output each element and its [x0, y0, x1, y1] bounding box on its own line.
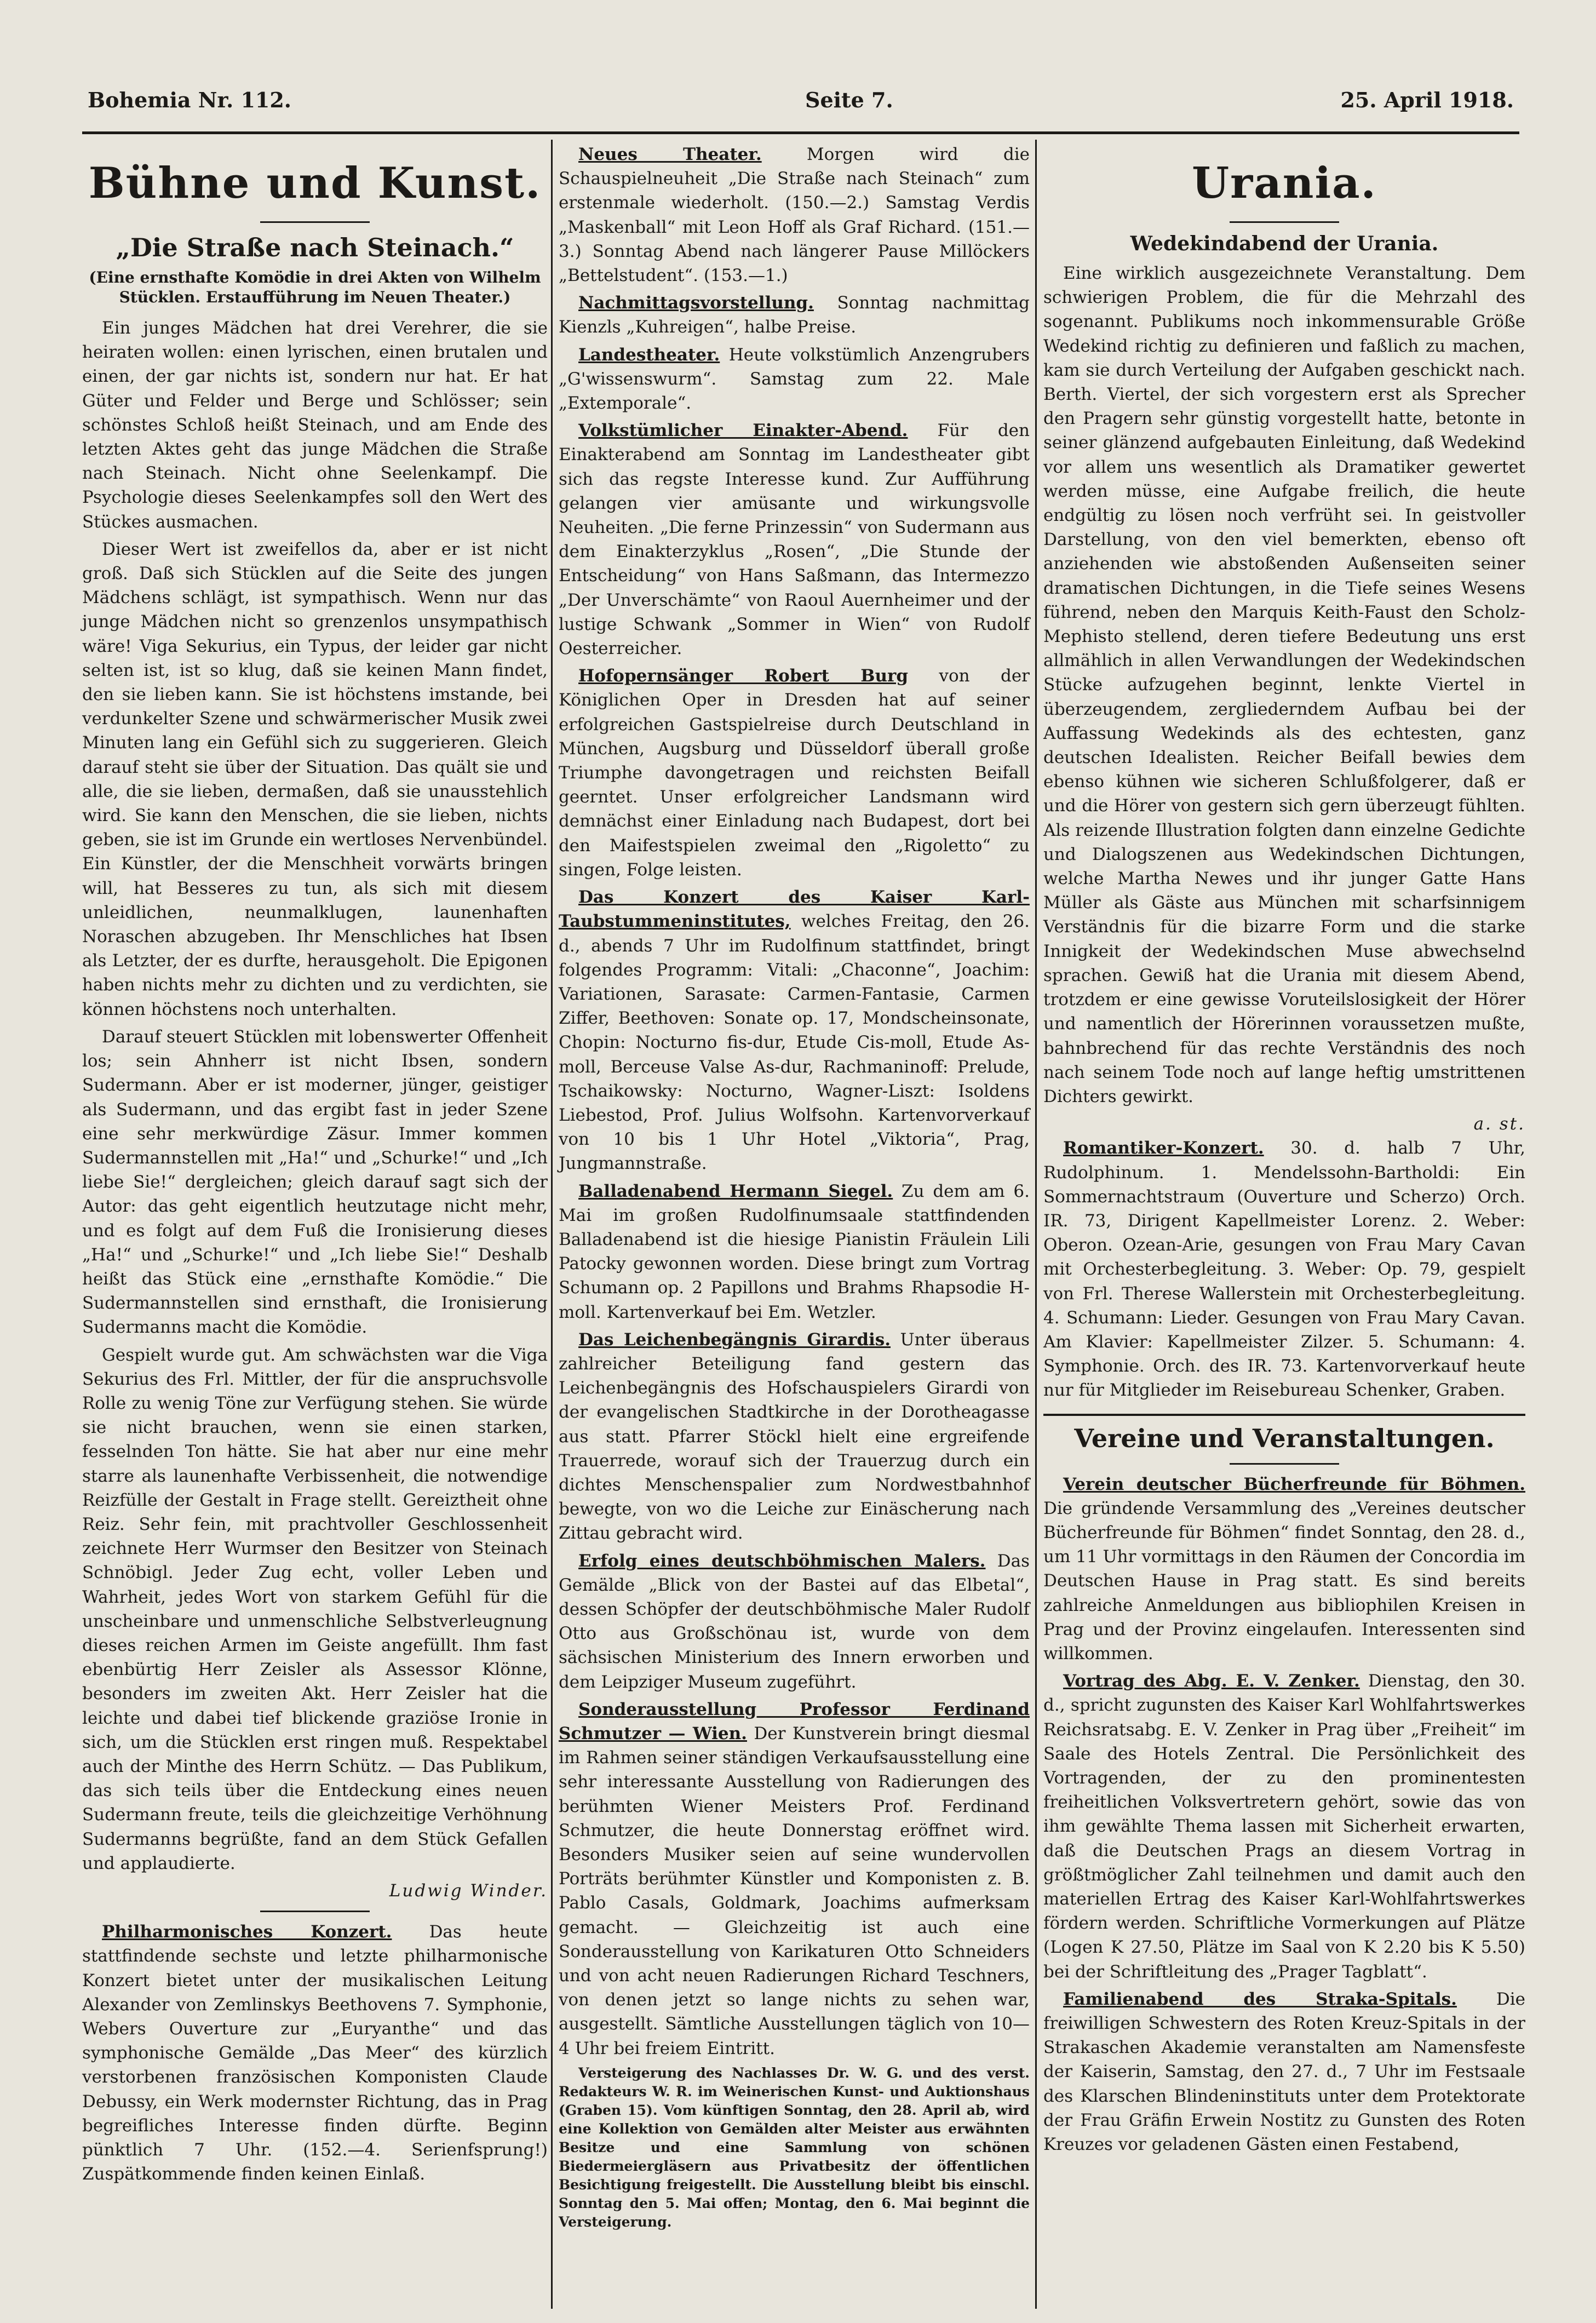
- column-divider: [1035, 140, 1037, 2309]
- paragraph-lead: Vortrag des Abg. E. V. Zenker.: [1063, 1671, 1360, 1691]
- paragraph: [1043, 1669, 1525, 1984]
- paragraph: [1043, 1136, 1525, 1402]
- paragraph-body: Unter überaus zahlreicher Beteiligung fand gestern das Leichenbegängnis des Hofschauspielers Girardi von der evangelischen Stadtkirche in der Dorotheagasse aus statt. Pfarrer Stöckl hielt eine ergreifende Trauerrede, worauf sich der Trauerzug durch ein dichtes Menschenspalier zum Nordwestbahnhof bewegte, von wo die Leiche zur Einäscherung nach Zittau gebracht wird.: [559, 1329, 1030, 1544]
- section-title: Bühne und Kunst.: [88, 158, 542, 208]
- paragraph: Eine wirklich ausgezeichnete Veranstaltung. Dem schwierigen Problem, die für die Mehrzahl des sogenannt. Publikums noch inkommensurable Größe Wedekind richtig zu definieren und faßlich zu machen, kam sie durch Verteilung der Aufgaben geschickt nach. Berth. Viertel, der sich vorgestern erst als Sprecher den Pragern sehr günstig vorgestellt hatte, betonte in seiner glänzend aufgebauten Einleitung, daß Wedekind vor allem uns wesentlich als Dramatiker gewertet werden müsse, eine Aufgabe freilich, die heute endgültig zu lösen noch verfrüht sei. In geistvoller Darstellung, von den viel bemerkten, ebenso oft anziehenden wie abstoßenden Außenseiten seiner dramatischen Dichtungen, in die Tiefe seines Wesens führend, neben den Marquis Keith-Faust den Scholz-Mephisto stellend, deren tiefere Bedeutung uns erst allmählich in allen Verwandlungen der Wedekindschen Stücke aufzugehen beginnt, lenkte Viertel in überzeugendem, zergliederndem Aufbau bei der Auffassung Wedekinds als des echtesten, ganz deutschen Idealisten. Reicher Beifall bewies dem ebenso kühnen wie sicheren Schlußfolgerer, daß er und die Hörer von gestern sich gern überzeugt fühlten. Als reizende Illustration folgten dann einzelne Gedichte und Dialogszenen aus Wedekindschen Dichtungen, welche Martha Newes und ihr junger Gatte Hans Müller als Gäste aus München mit scharfsinnigem Verständnis für die bizarre Form und die starke Innigkeit der Wedekindschen Muse abwechselnd sprachen. Gewiß hat die Urania mit diesem Abend, trotzdem er eine gewisse Voruteilslosigkeit der Hörer und namentlich der Hörerinnen voraussetzen mußte, bahnbrechend für das rechte Verständnis des noch nach seinem Tode noch auf lange heftig umstrittenen Dichters gewirkt.: [1043, 263, 1525, 1106]
- paragraph-lead: Philharmonisches Konzert.: [102, 1922, 392, 1942]
- section-title: Vereine und Veranstaltungen.: [1074, 1423, 1495, 1453]
- paragraph-body: Der Kunstverein bringt diesmal im Rahmen seiner ständigen Verkaufsausstellung eine sehr interessante Ausstellung von Radierungen des berühmten Wiener Meisters Prof. Ferdinand Schmutzer, die heute Donnerstag eröffnet wird. Besonders Musiker seien auf seine wundervollen Porträts berühmter Künstler und Komponisten z. B. Pablo Casals, Goldmark, Joachims aufmerksam gemacht. — Gleichzeitig ist auch eine Sonderausstellung von Karikaturen Otto Schneiders und von acht neuen Radierungen Richard Teschners, von denen jetzt so lange nichts zu sehen war, ausgestellt. Sämtliche Ausstellungen täglich von 10—4 Uhr bei freiem Eintritt.: [559, 1724, 1030, 2058]
- paragraph: [559, 1549, 1030, 1694]
- paragraph-body: 30. d. halb 7 Uhr, Rudolphinum. 1. Mendelssohn-Bartholdi: Ein Sommernachtstraum (Ouverture und Scherzo) Orch. IR. 73, Dirigent Kapellmeister Lorenz. 2. Weber: Oberon. Ozean-Arie, gesungen von Frau Mary Cavan mit Orchesterbegleitung. 3. Weber: Op. 79, gespielt von Frl. Therese Wallerstein mit Orchesterbegleitung. 4. Schumann: Lieder. Gesungen von Frau Mary Cavan. Am Klavier: Kapellmeister Zilzer. 5. Schumann: 4. Symphonie. Orch. des IR. 73. Kartenvorverkauf heute nur für Mitglieder im Reisebureau Schenker, Graben.: [1043, 1138, 1525, 1401]
- article-rule: [260, 1911, 370, 1912]
- header-rule: [82, 131, 1519, 134]
- paragraph-body: Die freiwilligen Schwestern des Roten Kreuz-Spitals in der Strakaschen Akademie veranstalten am Namensfeste der Kaiserin, Samstag, den 27. d., 7 Uhr im Festsaale des Klarschen Blindeninstituts unter dem Protektorate der Frau Gräfin Erwein Nostitz zu Gunsten des Roten Kreuzes vor geladenen Gästen einen Festabend,: [1043, 1989, 1525, 2155]
- paragraph-lead: Landestheater.: [578, 345, 720, 365]
- title-rule: [1230, 221, 1339, 223]
- paragraph-body: welches Freitag, den 26. d., abends 7 Uhr im Rudolfinum stattfindet, bringt folgendes Programm: Vitali: „Chaconne“, Joachim: Variationen, Sarasate: Carmen-Fantasie, Carmen Ziffer, Beethoven: Sonate op. 17, Mondscheinsonate, Chopin: Nocturno fis-dur, Etude Cis-moll, Etude As-moll, Berceuse Valse As-dur, Rachmaninoff: Prelude, Tschaikowsky: Nocturno, Wagner-Liszt: Isoldens Liebestod, Prof. Julius Wolfsohn. Kartenvorverkauf von 10 bis 1 Uhr Hotel „Viktoria“, Prag, Jungmannstraße.: [559, 911, 1030, 1174]
- section-title: Urania.: [1192, 158, 1377, 208]
- paragraph: [559, 142, 1030, 288]
- article-title: Wedekindabend der Urania.: [1130, 232, 1439, 255]
- paragraph-body: Heute volkstümlich Anzengrubers „G'wissenswurm“. Samstag zum 22. Male „Extemporale“.: [559, 345, 1030, 414]
- section-rule: [1043, 1414, 1525, 1416]
- paragraph-lead: Nachmittagsvorstellung.: [578, 293, 814, 313]
- paragraph: [559, 1179, 1030, 1324]
- article-subtitle: (Eine ernsthafte Komödie in drei Akten von Wilhelm Stücklen. Erstaufführung im Neuen Theater.): [89, 268, 541, 306]
- paragraph: [559, 418, 1030, 661]
- header-date: 25. April 1918.: [1340, 88, 1514, 112]
- paragraph-body: Für den Einakterabend am Sonntag im Landestheater gibt sich das regste Interesse kund. Zur Aufführung gelangen vier amüsante und wirkungsvolle Neuheiten. „Die ferne Prinzessin“ von Sudermann aus dem Einakterzyklus „Rosen“, „Die Stunde der Entscheidung“ von Hans Saßmann, das Intermezzo „Der Unverschämte“ von Raoul Auernheimer und der lustige Schwank „Sommer in Wien“ von Rudolf Oesterreicher.: [559, 421, 1030, 659]
- running-header: [82, 82, 1519, 121]
- paragraph-lead: Das Leichenbegängnis Girardis.: [578, 1329, 891, 1350]
- column-3: [1043, 142, 1525, 2160]
- paragraph-body: Die gründende Versammlung des „Vereines deutscher Bücherfreunde für Böhmen“ findet Sonntag, den 28. d., um 11 Uhr vormittags in den Räumen der Concordia im Deutschen Hause in Prag statt. Es sind bereits zahlreiche Anmeldungen aus bibliophilen Kreisen in Prag und der Provinz eingelaufen. Interessenten sind willkommen.: [1043, 1498, 1525, 1664]
- paragraph: Darauf steuert Stücklen mit lobenswerter Offenheit los; sein Ahnherr ist nicht Ibsen, sondern Sudermann. Aber er ist moderner, jünger, geistiger als Sudermann, und das ergibt fast in jeder Szene eine sehr merkwürdige Zäsur. Immer kommen Sudermannstellen mit „Ha!“ und „Schurke!“ und „Ich liebe Sie!“ dergleichen; gleich darauf sagt sich der Autor: das geht eigentlich heutzutage nicht mehr, und es folgt auf dem Fuß die Ironisierung dieses „Ha!“ und „Schurke!“ und „Ich liebe Sie!“ Deshalb heißt das Stück eine „ernsthafte Komödie.“ Die Sudermannstellen sind ernsthaft, die Ironisierung Sudermanns macht die Komödie.: [82, 1026, 548, 1338]
- paragraph: Ein junges Mädchen hat drei Verehrer, die sie heiraten wollen: einen lyrischen, einen brutalen und einen, der gar nichts ist, sondern nur hat. Er hat Güter und Felder und Berge und Schlösser; sein schönstes Schloß heißt Steinach, und am Ende des letzten Aktes geht das junge Mädchen die Straße nach Steinach. Nicht ohne Seelenkampf. Die Psychologie dieses Seelenkampfes soll den Wert des Stückes ausmachen.: [82, 318, 548, 532]
- paragraph-lead: Balladenabend Hermann Siegel.: [578, 1181, 893, 1201]
- paragraph-body: Sonntag nachmittag Kienzls „Kuhreigen“, halbe Preise.: [559, 293, 1030, 337]
- paragraph-lead: Verein deutscher Bücherfreunde für Böhmen.: [1063, 1474, 1525, 1494]
- paragraph: [1043, 1472, 1525, 1666]
- column-1: [82, 142, 548, 2189]
- article-signature: Ludwig Winder.: [389, 1881, 548, 1901]
- paragraph-lead: Familienabend des Straka-Spitals.: [1063, 1989, 1457, 2009]
- title-rule: [1230, 1463, 1339, 1465]
- column-2: [559, 142, 1030, 2235]
- paragraph-lead: Volkstümlicher Einakter-Abend.: [578, 421, 908, 441]
- paragraph-body: Zu dem am 6. Mai im großen Rudolfinumsaale stattfindenden Balladenabend ist die hiesige Pianistin Fräulein Lili Patocky gewonnen worden. Diese bringt zum Vortrag Schumann op. 2 Papillons und Brahms Rhapsodie H-moll. Kartenverkauf bei Em. Wetzler.: [559, 1181, 1030, 1322]
- header-issue: Bohemia Nr. 112.: [88, 88, 292, 112]
- article-title: „Die Straße nach Steinach.“: [116, 233, 514, 262]
- paragraph-lead: Das Konzert des Kaiser Karl-Taubstummeninstitutes,: [559, 887, 1030, 932]
- paragraph-body: von der Königlichen Oper in Dresden hat auf seiner erfolgreichen Gastspielreise durch Deutschland in München, Augsburg und Düsseldorf überall große Triumphe davongetragen und reichsten Beifall geerntet. Unser erfolgreicher Landsmann wird demnächst einer Einladung nach Budapest, dort bei den Maifestspielen zweimal den „Rigoletto“ zu singen, Folge leisten.: [559, 666, 1030, 880]
- paragraph-lead: Hofopernsänger Robert Burg: [578, 666, 909, 686]
- paragraph-lead: Neues Theater.: [578, 145, 762, 164]
- paragraph-body: Morgen wird die Schauspielneuheit „Die Straße nach Steinach“ zum erstenmale wiederholt. (150.—2.) Samstag Verdis „Maskenball“ mit Leon Hoff als Graf Richard. (151.—3.) Sonntag Abend nach längerer Pause Millöckers „Bettelstudent“. (153.—1.): [559, 145, 1030, 286]
- paragraph-small: Versteigerung des Nachlasses Dr. W. G. und des verst. Redakteurs W. R. im Weinerischen Kunst- und Auktionshaus (Graben 15). Vom künftigen Sonntag, den 28. April ab, wird eine Kollektion von Gemälden alter Meister aus erwähnten Besitze und eine Sammlung von schönen Biedermeiergläsern aus Privatbesitz der öffentlichen Besichtigung freigestellt. Die Ausstellung bleibt bis einschl. Sonntag den 5. Mai offen; Montag, den 6. Mai beginnt die Versteigerung.: [559, 2064, 1030, 2230]
- paragraph: [559, 664, 1030, 882]
- paragraph-body: Das Gemälde „Blick von der Bastei auf das Elbetal“, dessen Schöpfer der deutschböhmische Maler Rudolf Otto aus Großschönau ist, wurde von dem sächsischen Ministerium des Innern erworben und dem Leipziger Museum zugeführt.: [559, 1551, 1030, 1692]
- title-rule: [260, 221, 370, 223]
- paragraph: [559, 1328, 1030, 1546]
- paragraph: [82, 1920, 548, 2186]
- paragraph: [559, 1697, 1030, 2061]
- paragraph: [559, 343, 1030, 416]
- paragraph: Gespielt wurde gut. Am schwächsten war die Viga Sekurius des Frl. Mittler, der für die anspruchsvolle Rolle zu wenig Töne zur Verfügung stehen. Sie würde sie nicht brauchen, wenn sie einen starken, fesselnden Ton hätte. Sie hat aber nur eine mehr starre als launenhafte Verbissenheit, die notwendige Reizfülle der Gestalt in Frage stellt. Gereiztheit ohne Reiz. Sehr fein, mit prachtvoller Geschlossenheit zeichnete Herr Wurmser den Besitzer von Steinach Schnöbigl. Jeder Zug echt, voller Leben und Wahrheit, jedes Wort von starkem Gefühl für die unscheinbare und unmenschliche Selbstverleugnung dieses reichen Armen im Geiste angefüllt. Ihm fast ebenbürtig Herr Zeisler als Assessor Klönne, besonders im zweiten Akt. Herr Zeisler hat die leichte und dabei tief blickende graziöse Ironie in sich, um die Stücklen erst ringen muß. Respektabel auch der Minthe des Herrn Schütz. — Das Publikum, das sich teils über die Entdeckung eines neuen Sudermann freute, teils die gleichzeitige Verhöhnung Sudermanns begrüßte, fand an dem Stück Gefallen und applaudierte.: [82, 1345, 548, 1873]
- column-divider: [551, 140, 553, 2309]
- paragraph-lead: Erfolg eines deutschböhmischen Malers.: [578, 1551, 986, 1571]
- paragraph-lead: Romantiker-Konzert.: [1063, 1138, 1264, 1158]
- paragraph-lead: Sonderausstellung Professor Ferdinand Schmutzer — Wien.: [559, 1699, 1030, 1743]
- paragraph: [559, 885, 1030, 1175]
- paragraph-body: Das heute stattfindende sechste und letzte philharmonische Konzert bietet unter der musikalischen Leitung Alexander von Zemlinskys Beethovens 7. Symphonie, Webers Ouverture zur „Euryanthe“ und das symphonische Gemälde „Das Meer“ des kürzlich verstorbenen französischen Komponisten Claude Debussy, ein Werk modernster Richtung, das in Prag begreifliches Interesse finden dürfte. Beginn pünktlich 7 Uhr. (152.—4. Serienfsprung!) Zuspätkommende finden keinen Einlaß.: [82, 1922, 548, 2184]
- article-signature: a. st.: [1473, 1114, 1525, 1134]
- paragraph-body: Dienstag, den 30. d., spricht zugunsten des Kaiser Karl Wohlfahrtswerkes Reichsratsabg. E. V. Zenker in Prag über „Freiheit“ im Saale des Hotels Zentral. Die Persönlichkeit des Vortragenden, der zu den prominentesten freiheitlichen Volksvertretern gehört, sowie das von ihm gewählte Thema lassen mit Sicherheit erwarten, daß die Deutschen Prags an diesem Vortrag in größtmöglicher Zahl teilnehmen und damit auch den materiellen Ertrag des Kaiser Karl-Wohlfahrtswerkes fördern werden. Schriftliche Vormerkungen auf Plätze (Logen K 27.50, Plätze im Saal von K 2.20 bis K 5.50) bei der Schriftleitung des „Prager Tagblatt“.: [1043, 1671, 1525, 1982]
- paragraph: Dieser Wert ist zweifellos da, aber er ist nicht groß. Daß sich Stücklen auf die Seite des jungen Mädchens schlägt, ist sympathisch. Wenn nur das junge Mädchen nicht so grenzenlos unsympathisch wäre! Viga Sekurius, ein Typus, der leider gar nicht selten ist, ist so klug, daß sie keinen Mann findet, den sie lieben kann. Sie ist höchstens imstande, bei verdunkelter Szene und schwärmerischer Musik zwei Minuten lang ein Gefühl sich zu suggerieren. Gleich darauf steht sie über der Situation. Das quält sie und alle, die sie lieben, dermaßen, daß sie unausstehlich wird. Sie kann den Menschen, die sie lieben, nichts geben, sie ist im Grunde ein wertloses Nervenbündel. Ein Künstler, der die Menschheit vorwärts bringen will, hat Besseres zu tun, als sich mit diesem unleidlichen, neunmalklugen, launenhaften Noraschen abzugeben. Ihr Menschliches hat Ibsen als Letzter, der es durfte, herausgeholt. Die Epigonen haben nichts mehr zu dichten und zu verdichten, sie können höchstens noch unterhalten.: [82, 539, 548, 1019]
- paragraph: [559, 291, 1030, 339]
- header-page-number: Seite 7.: [805, 88, 893, 112]
- paragraph: [1043, 1987, 1525, 2156]
